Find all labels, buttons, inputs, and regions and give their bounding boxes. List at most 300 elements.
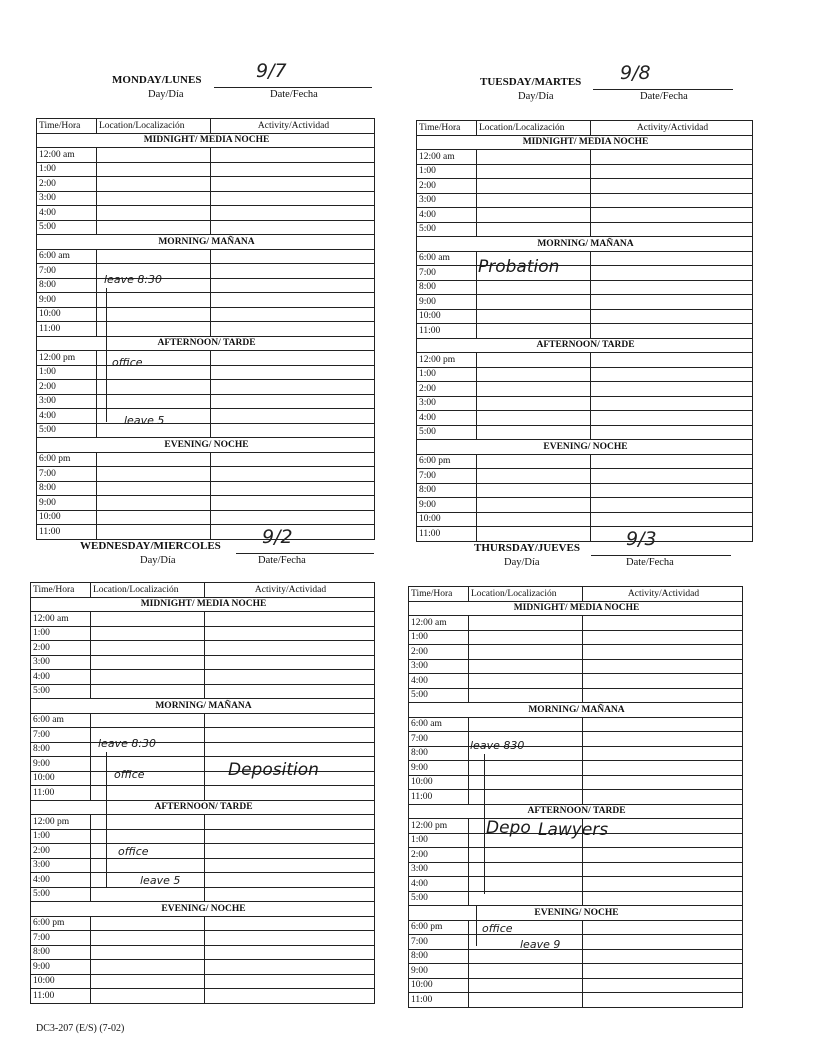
activity-cell[interactable] bbox=[583, 978, 743, 993]
activity-cell[interactable] bbox=[591, 251, 753, 266]
time-row bbox=[417, 512, 753, 527]
activity-cell[interactable] bbox=[211, 191, 375, 206]
location-cell[interactable] bbox=[469, 877, 583, 892]
activity-cell[interactable] bbox=[591, 179, 753, 194]
column-header-location: Location/Localización bbox=[469, 587, 583, 602]
time-row bbox=[409, 630, 743, 645]
time-row bbox=[37, 351, 375, 366]
activity-cell[interactable] bbox=[583, 732, 743, 747]
time-cell: 7:00 bbox=[417, 469, 477, 484]
time-row bbox=[409, 949, 743, 964]
activity-cell[interactable] bbox=[583, 688, 743, 703]
time-row bbox=[37, 177, 375, 192]
activity-cell[interactable] bbox=[211, 409, 375, 424]
location-cell[interactable] bbox=[91, 916, 205, 931]
location-cell[interactable] bbox=[91, 974, 205, 989]
time-row bbox=[31, 960, 375, 975]
time-row bbox=[409, 616, 743, 631]
activity-cell[interactable] bbox=[211, 307, 375, 322]
activity-cell[interactable] bbox=[205, 815, 375, 830]
location-cell[interactable] bbox=[477, 454, 591, 469]
location-cell[interactable] bbox=[469, 674, 583, 689]
thu-evening-arrow bbox=[476, 906, 477, 946]
section-row bbox=[37, 133, 375, 148]
activity-cell[interactable] bbox=[583, 993, 743, 1008]
location-cell[interactable] bbox=[477, 150, 591, 165]
location-cell[interactable] bbox=[97, 148, 211, 163]
column-header-activity: Activity/Actividad bbox=[583, 587, 743, 602]
location-cell[interactable] bbox=[91, 945, 205, 960]
time-row bbox=[31, 641, 375, 656]
location-cell[interactable] bbox=[469, 775, 583, 790]
activity-cell[interactable] bbox=[205, 858, 375, 873]
time-cell: 4:00 bbox=[31, 873, 91, 888]
location-cell[interactable] bbox=[91, 858, 205, 873]
time-cell: 6:00 pm bbox=[31, 916, 91, 931]
time-cell: 8:00 bbox=[37, 481, 97, 496]
column-header-time: Time/Hora bbox=[417, 121, 477, 136]
date-sub-label: Date/Fecha bbox=[258, 555, 306, 566]
location-cell[interactable] bbox=[97, 162, 211, 177]
time-row bbox=[417, 367, 753, 382]
location-cell[interactable] bbox=[477, 353, 591, 368]
activity-cell[interactable] bbox=[583, 761, 743, 776]
time-row bbox=[409, 862, 743, 877]
time-row bbox=[417, 324, 753, 339]
activity-cell[interactable] bbox=[205, 742, 375, 757]
time-row bbox=[37, 496, 375, 511]
time-cell: 12:00 am bbox=[417, 150, 477, 165]
activity-cell[interactable] bbox=[591, 193, 753, 208]
time-cell: 1:00 bbox=[31, 626, 91, 641]
activity-cell[interactable] bbox=[211, 423, 375, 438]
activity-cell[interactable] bbox=[591, 425, 753, 440]
activity-cell[interactable] bbox=[211, 206, 375, 221]
time-row bbox=[37, 148, 375, 163]
activity-cell[interactable] bbox=[591, 454, 753, 469]
time-row bbox=[37, 307, 375, 322]
section-label: MIDNIGHT/ MEDIA NOCHE bbox=[417, 135, 753, 150]
location-cell[interactable] bbox=[97, 380, 211, 395]
location-cell[interactable] bbox=[91, 786, 205, 801]
time-cell: 10:00 bbox=[37, 307, 97, 322]
time-cell: 5:00 bbox=[409, 891, 469, 906]
location-cell[interactable] bbox=[97, 177, 211, 192]
activity-cell[interactable] bbox=[591, 411, 753, 426]
date-value: 9/3 bbox=[626, 528, 657, 550]
date-sub-label: Date/Fecha bbox=[270, 89, 318, 100]
time-row bbox=[31, 612, 375, 627]
activity-cell[interactable] bbox=[591, 353, 753, 368]
activity-cell[interactable] bbox=[211, 177, 375, 192]
location-cell[interactable] bbox=[91, 931, 205, 946]
activity-cell[interactable] bbox=[211, 162, 375, 177]
activity-cell[interactable] bbox=[211, 264, 375, 279]
location-cell[interactable] bbox=[97, 510, 211, 525]
time-log-table bbox=[30, 582, 375, 1004]
activity-cell[interactable] bbox=[211, 380, 375, 395]
activity-cell[interactable] bbox=[583, 877, 743, 892]
location-cell[interactable] bbox=[477, 498, 591, 513]
activity-cell[interactable] bbox=[591, 469, 753, 484]
time-cell: 8:00 bbox=[409, 746, 469, 761]
location-cell[interactable] bbox=[97, 307, 211, 322]
time-cell: 7:00 bbox=[31, 728, 91, 743]
time-row bbox=[37, 423, 375, 438]
location-cell[interactable] bbox=[97, 249, 211, 264]
time-row bbox=[417, 295, 753, 310]
section-label: AFTERNOON/ TARDE bbox=[31, 800, 375, 815]
activity-cell[interactable] bbox=[205, 684, 375, 699]
activity-cell[interactable] bbox=[583, 630, 743, 645]
time-cell: 12:00 pm bbox=[31, 815, 91, 830]
time-cell: 5:00 bbox=[409, 688, 469, 703]
section-label: AFTERNOON/ TARDE bbox=[37, 336, 375, 351]
activity-cell[interactable] bbox=[583, 920, 743, 935]
activity-cell[interactable] bbox=[211, 220, 375, 235]
activity-cell[interactable] bbox=[591, 164, 753, 179]
time-row bbox=[409, 761, 743, 776]
time-cell: 6:00 pm bbox=[417, 454, 477, 469]
activity-cell[interactable] bbox=[591, 280, 753, 295]
time-cell: 11:00 bbox=[409, 993, 469, 1008]
location-cell[interactable] bbox=[477, 309, 591, 324]
location-cell[interactable] bbox=[469, 891, 583, 906]
location-cell[interactable] bbox=[477, 483, 591, 498]
time-cell: 2:00 bbox=[409, 848, 469, 863]
time-cell: 5:00 bbox=[37, 423, 97, 438]
activity-cell[interactable] bbox=[591, 498, 753, 513]
activity-cell[interactable] bbox=[591, 208, 753, 223]
time-cell: 3:00 bbox=[37, 394, 97, 409]
location-cell[interactable] bbox=[97, 452, 211, 467]
time-cell: 3:00 bbox=[31, 858, 91, 873]
location-cell[interactable] bbox=[469, 761, 583, 776]
activity-cell[interactable] bbox=[205, 960, 375, 975]
mon-arrow bbox=[106, 288, 107, 422]
location-cell[interactable] bbox=[91, 771, 205, 786]
date-value: 9/2 bbox=[262, 526, 293, 548]
location-cell[interactable] bbox=[97, 394, 211, 409]
time-row bbox=[31, 887, 375, 902]
column-header-row bbox=[37, 119, 375, 134]
time-cell: 4:00 bbox=[31, 670, 91, 685]
section-row bbox=[37, 336, 375, 351]
time-row bbox=[417, 164, 753, 179]
time-cell: 3:00 bbox=[31, 655, 91, 670]
location-cell[interactable] bbox=[477, 411, 591, 426]
thu-depo-note: Depo bbox=[486, 818, 531, 838]
time-row bbox=[409, 688, 743, 703]
location-cell[interactable] bbox=[91, 829, 205, 844]
date-line bbox=[591, 555, 731, 556]
activity-cell[interactable] bbox=[205, 612, 375, 627]
time-row bbox=[409, 978, 743, 993]
section-label: EVENING/ NOCHE bbox=[409, 906, 743, 921]
activity-cell[interactable] bbox=[591, 324, 753, 339]
activity-cell[interactable] bbox=[211, 481, 375, 496]
location-cell[interactable] bbox=[469, 978, 583, 993]
location-cell[interactable] bbox=[469, 659, 583, 674]
time-cell: 3:00 bbox=[409, 862, 469, 877]
tue-probation-note: Probation bbox=[478, 257, 560, 277]
activity-cell[interactable] bbox=[583, 645, 743, 660]
time-cell: 10:00 bbox=[417, 512, 477, 527]
location-cell[interactable] bbox=[91, 960, 205, 975]
activity-cell[interactable] bbox=[591, 309, 753, 324]
location-cell[interactable] bbox=[469, 964, 583, 979]
activity-cell[interactable] bbox=[591, 396, 753, 411]
time-cell: 5:00 bbox=[31, 684, 91, 699]
time-cell: 4:00 bbox=[417, 411, 477, 426]
time-row bbox=[37, 220, 375, 235]
day-sub-label: Day/Día bbox=[148, 89, 184, 100]
section-label: AFTERNOON/ TARDE bbox=[417, 338, 753, 353]
time-row bbox=[31, 873, 375, 888]
location-cell[interactable] bbox=[97, 525, 211, 540]
activity-cell[interactable] bbox=[583, 862, 743, 877]
activity-cell[interactable] bbox=[211, 452, 375, 467]
location-cell[interactable] bbox=[477, 425, 591, 440]
location-cell[interactable] bbox=[477, 295, 591, 310]
time-cell: 7:00 bbox=[417, 266, 477, 281]
column-header-activity: Activity/Actividad bbox=[591, 121, 753, 136]
time-cell: 6:00 pm bbox=[409, 920, 469, 935]
location-cell[interactable] bbox=[469, 790, 583, 805]
location-cell[interactable] bbox=[477, 382, 591, 397]
activity-cell[interactable] bbox=[205, 945, 375, 960]
location-cell[interactable] bbox=[477, 367, 591, 382]
location-cell[interactable] bbox=[91, 626, 205, 641]
thu-leave-pm-note: leave 9 bbox=[520, 938, 561, 951]
activity-cell[interactable] bbox=[211, 293, 375, 308]
section-row bbox=[31, 800, 375, 815]
activity-cell[interactable] bbox=[591, 266, 753, 281]
activity-cell[interactable] bbox=[205, 989, 375, 1004]
activity-cell[interactable] bbox=[205, 873, 375, 888]
time-row bbox=[31, 728, 375, 743]
activity-cell[interactable] bbox=[205, 786, 375, 801]
time-cell: 1:00 bbox=[409, 630, 469, 645]
column-header-location: Location/Localización bbox=[477, 121, 591, 136]
activity-cell[interactable] bbox=[205, 655, 375, 670]
time-row bbox=[31, 844, 375, 859]
activity-cell[interactable] bbox=[205, 974, 375, 989]
activity-cell[interactable] bbox=[591, 382, 753, 397]
column-header-row bbox=[409, 587, 743, 602]
time-row bbox=[31, 757, 375, 772]
activity-cell[interactable] bbox=[583, 964, 743, 979]
location-cell[interactable] bbox=[469, 993, 583, 1008]
section-row bbox=[37, 438, 375, 453]
activity-cell[interactable] bbox=[205, 670, 375, 685]
section-row bbox=[409, 601, 743, 616]
mon-leave-note: leave 8:30 bbox=[104, 273, 163, 286]
time-cell: 7:00 bbox=[37, 264, 97, 279]
location-cell[interactable] bbox=[477, 222, 591, 237]
time-row bbox=[409, 848, 743, 863]
location-cell[interactable] bbox=[477, 280, 591, 295]
activity-cell[interactable] bbox=[205, 641, 375, 656]
time-row bbox=[31, 655, 375, 670]
time-row bbox=[417, 483, 753, 498]
activity-cell[interactable] bbox=[583, 949, 743, 964]
location-cell[interactable] bbox=[97, 322, 211, 337]
time-row bbox=[31, 945, 375, 960]
column-header-location: Location/Localización bbox=[91, 583, 205, 598]
location-cell[interactable] bbox=[477, 396, 591, 411]
activity-cell[interactable] bbox=[211, 394, 375, 409]
time-cell: 10:00 bbox=[417, 309, 477, 324]
time-row bbox=[37, 206, 375, 221]
time-cell: 6:00 am bbox=[409, 717, 469, 732]
wed-office-pm-note: office bbox=[118, 845, 149, 858]
time-row bbox=[417, 469, 753, 484]
time-row bbox=[417, 425, 753, 440]
thu-lawyers-note: Lawyers bbox=[538, 820, 609, 840]
time-cell: 2:00 bbox=[417, 382, 477, 397]
activity-cell[interactable] bbox=[211, 148, 375, 163]
activity-cell[interactable] bbox=[583, 775, 743, 790]
location-cell[interactable] bbox=[91, 684, 205, 699]
location-cell[interactable] bbox=[97, 206, 211, 221]
activity-cell[interactable] bbox=[205, 916, 375, 931]
time-row bbox=[417, 208, 753, 223]
location-cell[interactable] bbox=[91, 655, 205, 670]
activity-cell[interactable] bbox=[591, 367, 753, 382]
activity-cell[interactable] bbox=[591, 222, 753, 237]
time-row bbox=[417, 179, 753, 194]
activity-cell[interactable] bbox=[211, 467, 375, 482]
activity-cell[interactable] bbox=[583, 891, 743, 906]
activity-cell[interactable] bbox=[205, 887, 375, 902]
section-row bbox=[417, 135, 753, 150]
location-cell[interactable] bbox=[477, 324, 591, 339]
location-cell[interactable] bbox=[91, 670, 205, 685]
location-cell[interactable] bbox=[477, 164, 591, 179]
activity-cell[interactable] bbox=[211, 496, 375, 511]
location-cell[interactable] bbox=[477, 469, 591, 484]
location-cell[interactable] bbox=[469, 630, 583, 645]
activity-cell[interactable] bbox=[583, 935, 743, 950]
time-row bbox=[31, 670, 375, 685]
time-row bbox=[37, 467, 375, 482]
activity-cell[interactable] bbox=[591, 295, 753, 310]
activity-cell[interactable] bbox=[583, 659, 743, 674]
activity-cell[interactable] bbox=[205, 626, 375, 641]
activity-cell[interactable] bbox=[205, 728, 375, 743]
activity-cell[interactable] bbox=[583, 746, 743, 761]
activity-cell[interactable] bbox=[205, 829, 375, 844]
location-cell[interactable] bbox=[477, 512, 591, 527]
location-cell[interactable] bbox=[97, 467, 211, 482]
location-cell[interactable] bbox=[477, 208, 591, 223]
date-line bbox=[593, 89, 733, 90]
location-cell[interactable] bbox=[469, 848, 583, 863]
activity-cell[interactable] bbox=[205, 844, 375, 859]
location-cell[interactable] bbox=[91, 887, 205, 902]
activity-cell[interactable] bbox=[591, 483, 753, 498]
activity-cell[interactable] bbox=[583, 717, 743, 732]
section-label: MORNING/ MAÑANA bbox=[417, 237, 753, 252]
time-row bbox=[417, 396, 753, 411]
location-cell[interactable] bbox=[97, 293, 211, 308]
location-cell[interactable] bbox=[477, 179, 591, 194]
time-cell: 4:00 bbox=[409, 877, 469, 892]
time-row bbox=[37, 380, 375, 395]
location-cell[interactable] bbox=[97, 481, 211, 496]
activity-cell[interactable] bbox=[211, 278, 375, 293]
activity-cell[interactable] bbox=[211, 322, 375, 337]
time-cell: 12:00 pm bbox=[409, 819, 469, 834]
time-row bbox=[31, 916, 375, 931]
location-cell[interactable] bbox=[469, 862, 583, 877]
location-cell[interactable] bbox=[91, 815, 205, 830]
time-row bbox=[409, 645, 743, 660]
activity-cell[interactable] bbox=[211, 510, 375, 525]
time-cell: 11:00 bbox=[31, 989, 91, 1004]
activity-cell[interactable] bbox=[583, 616, 743, 631]
location-cell[interactable] bbox=[469, 688, 583, 703]
time-cell: 10:00 bbox=[409, 775, 469, 790]
section-row bbox=[409, 906, 743, 921]
location-cell[interactable] bbox=[91, 612, 205, 627]
location-cell[interactable] bbox=[91, 989, 205, 1004]
activity-cell[interactable] bbox=[591, 150, 753, 165]
activity-cell[interactable] bbox=[205, 931, 375, 946]
thu-leave-note: leave 830 bbox=[470, 739, 525, 752]
location-cell[interactable] bbox=[469, 949, 583, 964]
time-row bbox=[31, 684, 375, 699]
time-row bbox=[31, 829, 375, 844]
location-cell[interactable] bbox=[477, 527, 591, 542]
activity-cell[interactable] bbox=[583, 790, 743, 805]
time-row bbox=[37, 322, 375, 337]
location-cell[interactable] bbox=[97, 220, 211, 235]
time-cell: 11:00 bbox=[37, 322, 97, 337]
location-cell[interactable] bbox=[91, 713, 205, 728]
wed-arrow bbox=[106, 752, 107, 888]
activity-cell[interactable] bbox=[211, 351, 375, 366]
time-cell: 4:00 bbox=[417, 208, 477, 223]
activity-cell[interactable] bbox=[583, 848, 743, 863]
activity-cell[interactable] bbox=[211, 249, 375, 264]
thu-office-note: office bbox=[482, 922, 513, 935]
location-cell[interactable] bbox=[97, 191, 211, 206]
time-cell: 11:00 bbox=[417, 527, 477, 542]
time-cell: 10:00 bbox=[31, 771, 91, 786]
activity-cell[interactable] bbox=[591, 512, 753, 527]
location-cell[interactable] bbox=[91, 757, 205, 772]
location-cell[interactable] bbox=[469, 616, 583, 631]
location-cell[interactable] bbox=[97, 496, 211, 511]
location-cell[interactable] bbox=[91, 641, 205, 656]
time-cell: 11:00 bbox=[31, 786, 91, 801]
date-line bbox=[236, 553, 374, 554]
activity-cell[interactable] bbox=[211, 365, 375, 380]
time-row bbox=[417, 309, 753, 324]
activity-cell[interactable] bbox=[583, 674, 743, 689]
time-log-table bbox=[408, 586, 743, 1008]
location-cell[interactable] bbox=[469, 717, 583, 732]
time-row bbox=[37, 481, 375, 496]
location-cell[interactable] bbox=[469, 645, 583, 660]
time-row bbox=[409, 790, 743, 805]
time-row bbox=[409, 775, 743, 790]
activity-cell[interactable] bbox=[205, 713, 375, 728]
activity-cell[interactable] bbox=[591, 527, 753, 542]
location-cell[interactable] bbox=[477, 193, 591, 208]
